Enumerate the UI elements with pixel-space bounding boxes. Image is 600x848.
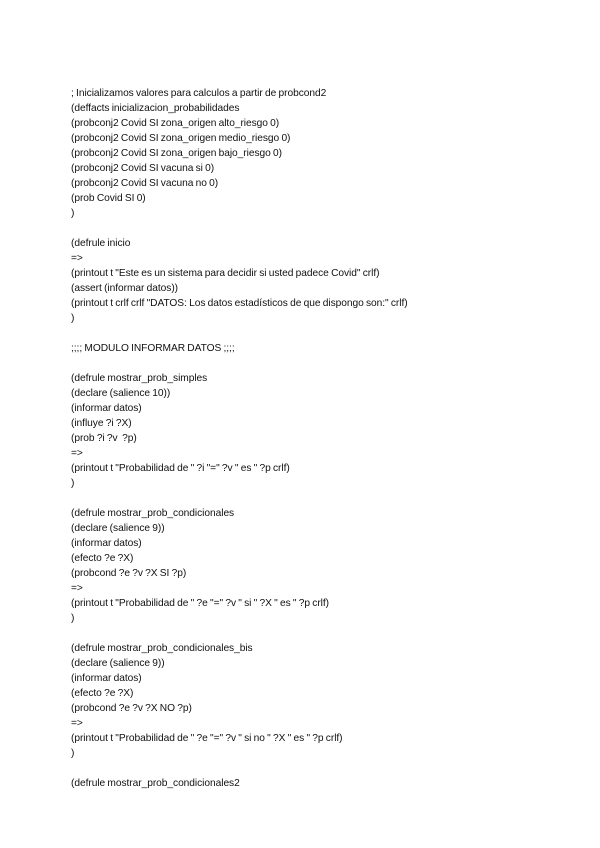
code-line: ; Inicializamos valores para calculos a partir de probcond2 [71,88,327,99]
code-line: (defrule mostrar_prob_condicionales2 [71,778,240,789]
code-line: (printout t "Probabilidad de " ?i "=" ?v " es " ?p crlf) [71,463,290,474]
code-listing [71,86,571,791]
code-line: (assert (informar datos)) [71,283,179,294]
code-line: (informar datos) [71,538,142,549]
code-line: (prob Covid SI 0) [71,193,146,204]
code-line: => [71,448,83,459]
code-line: (declare (salience 10)) [71,388,171,399]
code-line: (printout t "Probabilidad de " ?e "=" ?v " si " ?X " es " ?p crlf) [71,598,330,609]
code-line: (declare (salience 9)) [71,523,165,534]
code-line: => [71,718,83,729]
code-line: (printout t "Este es un sistema para decidir si usted padece Covid" crlf) [71,268,380,279]
code-line: (defrule inicio [71,238,131,249]
code-line: (probconj2 Covid SI vacuna no 0) [71,178,219,189]
code-line: (efecto ?e ?X) [71,553,134,564]
code-line: (probconj2 Covid SI zona_origen medio_riesgo 0) [71,133,291,144]
code-line: ) [71,613,75,624]
code-line: (probconj2 Covid SI vacuna si 0) [71,163,215,174]
code-line: ) [71,313,75,324]
code-line: (printout t "Probabilidad de " ?e "=" ?v " si no " ?X " es " ?p crlf) [71,733,343,744]
code-line: (influye ?i ?X) [71,418,132,429]
code-line: (probcond ?e ?v ?X NO ?p) [71,703,192,714]
blank-line [71,761,571,776]
code-line: (declare (salience 9)) [71,658,165,669]
blank-line [71,491,571,506]
code-line: => [71,253,83,264]
blank-line [71,326,571,341]
code-line: (defrule mostrar_prob_condicionales_bis [71,643,253,654]
code-line: (deffacts inicializacion_probabilidades [71,103,240,114]
code-line: (informar datos) [71,673,142,684]
code-line: (informar datos) [71,403,142,414]
blank-line [71,221,571,236]
code-line: (probcond ?e ?v ?X SI ?p) [71,568,187,579]
blank-line [71,356,571,371]
blank-line [71,626,571,641]
code-line: (efecto ?e ?X) [71,688,134,699]
code-line: (prob ?i ?v ?p) [71,433,137,444]
code-line: (probconj2 Covid SI zona_origen alto_riesgo 0) [71,118,280,129]
code-line: => [71,583,83,594]
code-line: ) [71,478,75,489]
code-line: ;;;; MODULO INFORMAR DATOS ;;;; [71,343,235,354]
code-line: (probconj2 Covid SI zona_origen bajo_riesgo 0) [71,148,282,159]
code-line: (printout t crlf crlf "DATOS: Los datos estadísticos de que dispongo son:" crlf) [71,298,408,309]
code-line: ) [71,208,75,219]
code-line: ) [71,748,75,759]
code-line: (defrule mostrar_prob_simples [71,373,208,384]
code-line: (defrule mostrar_prob_condicionales [71,508,235,519]
